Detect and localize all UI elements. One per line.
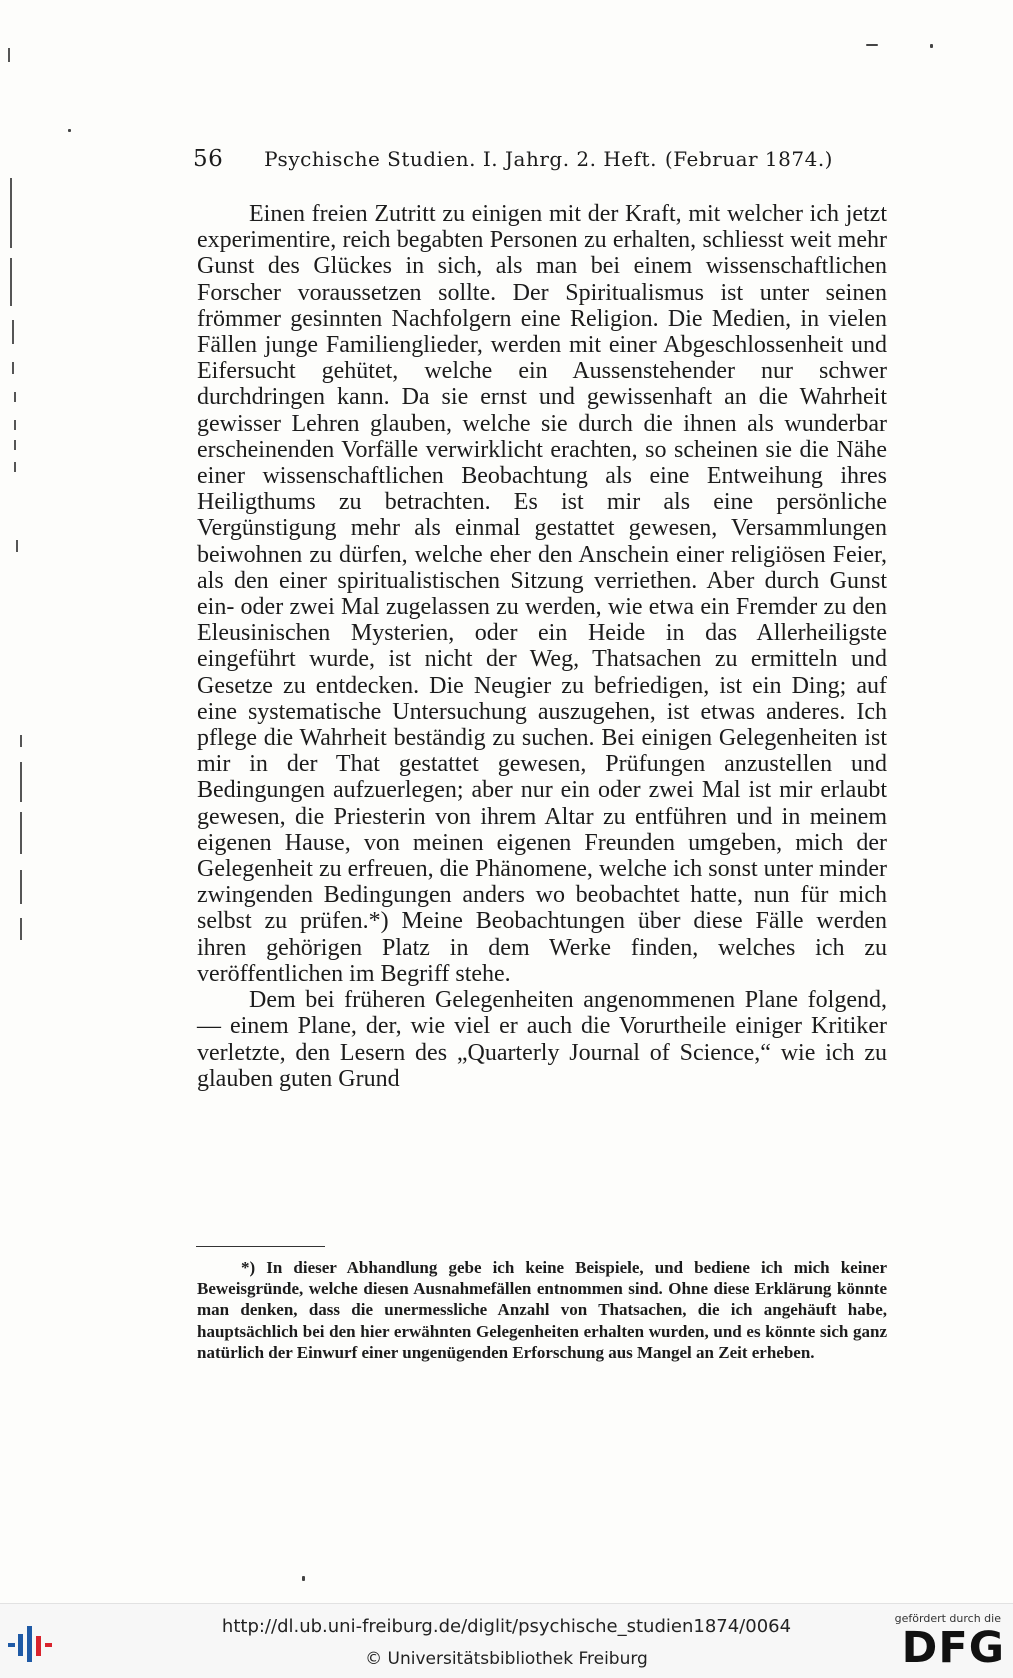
scan-speck	[930, 44, 933, 48]
footnote-rule	[196, 1246, 325, 1247]
paragraph: Einen freien Zutritt zu einigen mit der Kraft, mit welcher ich jetzt experimentire, reich begabten Personen zu erhalten, schliesst weit mehr Gunst des Glückes in sich, als man bei einem wissenschaftlichen Forscher voraussetzen sollte. Der Spiritualismus ist unter seinen frömmer gesinnten Nachfolgern eine Religion. Die Medien, in vielen Fällen junge Familienglieder, werden mit einer Abgeschlossenheit und Eifersucht gehütet, welche ein Aussenstehender nur schwer durchdringen kann. Da sie ernst und gewissenhaft an die Wahrheit gewisser Lehren glauben, welche sie durch die ihnen als wunderbar erscheinenden Vorfälle verwirklicht erachten, so scheinen sie die Nähe einer wissenschaftlichen Beobachtung als eine Entweihung ihres Heiligthums zu betrachten. Es ist mir als eine persönliche Vergünstigung mehr als einmal gestattet gewesen, Versammlungen beiwohnen zu dürfen, welche eher den Anschein einer religiösen Feier, als den einer spiritualistischen Sitzung verriethen. Aber durch Gunst ein- oder zwei Mal zugelassen zu werden, wie etwa ein Fremder zu den Eleusinischen Mysterien, oder ein Heide in das Allerheiligste eingeführt wurde, ist nicht der Weg, Thatsachen zu ermitteln und Gesetze zu entdecken. Die Neugier zu befriedigen, ist ein Ding; auf eine systematische Untersuchung auszugehen, ist etwas anderes. Ich pflege die Wahrheit beständig zu suchen. Bei einigen Gelegenheiten ist mir in der That gestattet gewesen, Prüfungen anzustellen und Bedingungen aufzuerlegen; aber nur ein oder zwei Mal ist mir erlaubt gewesen, die Priesterin von ihrem Altar zu entführen und in meinem eigenen Hause, von meinen eigenen Freunden umgeben, mich der Gelegenheit zu erfreuen, die Phänomene, welche ich sonst unter minder zwingenden Bedingungen anders wo beobachtet hatte, nun für mich selbst zu prüfen.*) Meine Beobachtungen über diese Fälle werden ihren gehörigen Platz in dem Werke finden, welches ich zu veröffentlichen im Begriff stehe.	[197, 201, 887, 987]
page-number: 56	[193, 146, 224, 172]
viewer-footer	[0, 1603, 1013, 1678]
running-title: Psychische Studien. I. Jahrg. 2. Heft.	[264, 147, 657, 171]
scan-speck	[68, 129, 71, 132]
issue-date: (Februar 1874.)	[664, 147, 833, 171]
scan-speck	[302, 1576, 305, 1581]
body-text	[197, 201, 887, 1092]
scan-speck	[866, 44, 878, 46]
paragraph: Dem bei früheren Gelegenheiten angenommenen Plane folgend, — einem Plane, der, wie viel er auch die Vorurtheile einiger Kritiker verletzte, den Lesern des „Quarterly Journal of Science,“ wie ich zu glauben guten Grund	[197, 987, 887, 1092]
footnote-text: *) In dieser Abhandlung gebe ich keine Beispiele, und bediene ich mich keiner Beweisgründe, welche diesen Ausnahmefällen entnommen sind. Ohne diese Erklärung könnte man denken, dass die unermessliche Anzahl von Thatsachen, die ich angehäuft habe, hauptsächlich bei den hier erwähnten Gelegenheiten erhalten wurden, und es könnte sich ganz natürlich der Einwurf einer ungenügenden Erforschung aus Mangel an Zeit erheben.	[197, 1258, 887, 1362]
running-header	[193, 146, 833, 172]
footnote	[197, 1257, 887, 1363]
funding-note: gefördert durch die	[894, 1612, 1001, 1625]
copyright-notice: © Universitätsbibliothek Freiburg	[365, 1649, 648, 1669]
dfg-logo[interactable]: DFG	[901, 1623, 1005, 1673]
permalink-url[interactable]: http://dl.ub.uni-freiburg.de/diglit/psychische_studien1874/0064	[221, 1616, 792, 1637]
